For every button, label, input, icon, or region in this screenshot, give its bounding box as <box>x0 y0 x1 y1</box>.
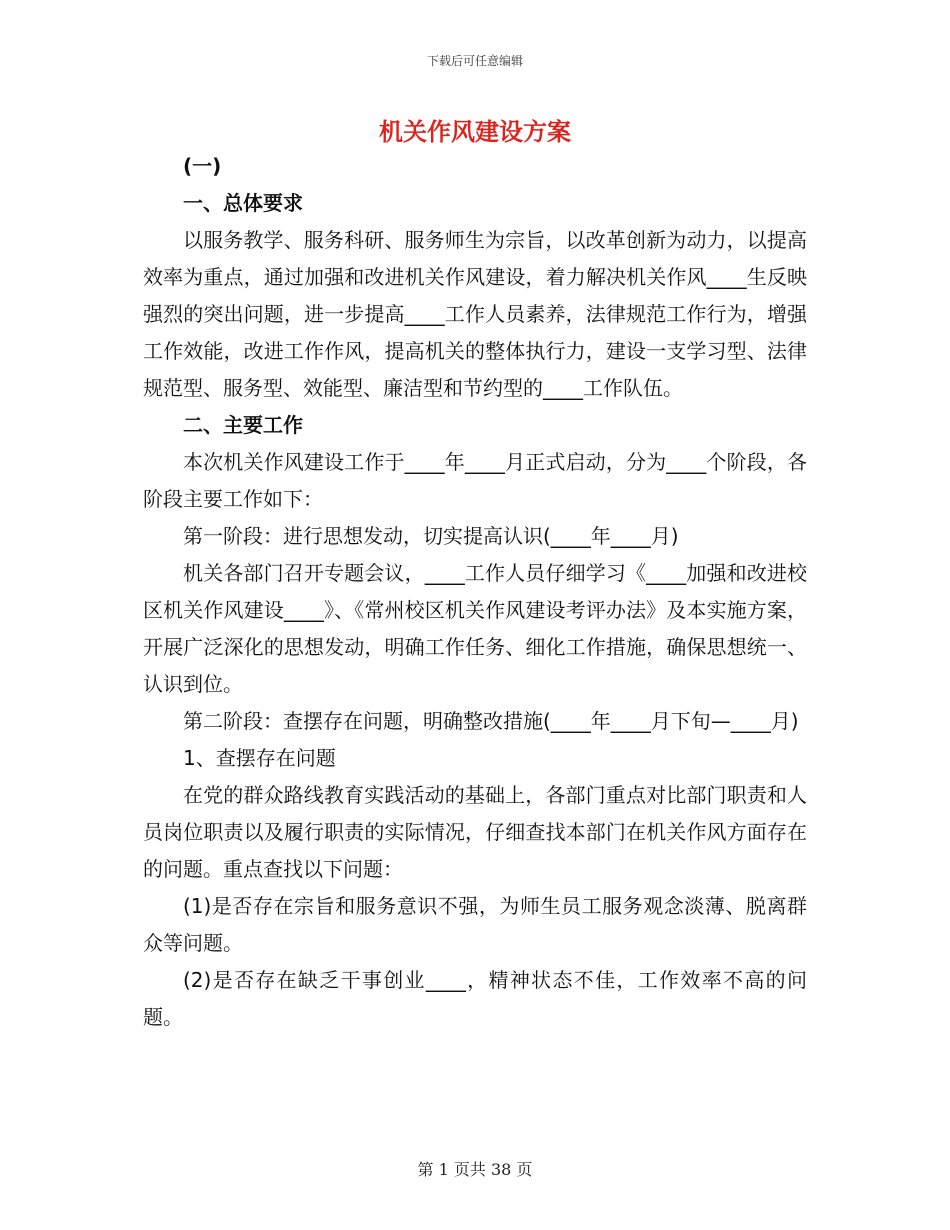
paragraph-find-problems-body: 在党的群众路线教育实践活动的基础上，各部门重点对比部门职责和人员岗位职责以及履行职责的实际情况，仔细查找本部门在机关作风方面存在的问题。重点查找以下问题： <box>143 783 807 881</box>
document-body <box>143 148 807 1036</box>
paragraph-item-1: (1)是否存在宗旨和服务意识不强，为师生员工服务观念淡薄、脱离群众等问题。 <box>143 894 807 955</box>
paragraph-item-2: (2)是否存在缺乏干事创业____，精神状态不佳，工作效率不高的问题。 <box>143 968 807 1029</box>
paragraph-general-requirements: 以服务教学、服务科研、服务师生为宗旨，以改革创新为动力，以提高效率为重点，通过加强和改进机关作风建设，着力解决机关作风____生反映强烈的突出问题，进一步提高____工作人员素养，法律规范工作行为，增强工作效能，改进工作作风，提高机关的整体执行力，建设一支学习型、法律规范型、服务型、效能型、廉洁型和节约型的____工作队伍。 <box>143 228 807 400</box>
section-heading-general-requirements: 一、总体要求 <box>183 191 303 215</box>
paragraph-stage-one-heading: 第一阶段：进行思想发动，切实提高认识(____年____月) <box>183 524 679 548</box>
page-footer: 第 1 页共 38 页 <box>417 1160 533 1179</box>
paragraph-main-work-intro: 本次机关作风建设工作于____年____月正式启动，分为____个阶段，各阶段主要工作如下： <box>143 450 807 511</box>
document-title: 机关作风建设方案 <box>379 118 571 146</box>
section-marker: (一) <box>183 154 222 178</box>
section-heading-main-work: 二、主要工作 <box>183 413 303 437</box>
page-header: 下载后可任意编辑 <box>426 54 523 68</box>
paragraph-find-problems-heading: 1、查摆存在问题 <box>183 746 336 770</box>
paragraph-stage-two-heading: 第二阶段：查摆存在问题，明确整改措施(____年____月下旬—____月) <box>183 709 799 733</box>
paragraph-stage-one-body: 机关各部门召开专题会议，____工作人员仔细学习《____加强和改进校区机关作风建设____》、《常州校区机关作风建设考评办法》及本实施方案，开展广泛深化的思想发动，明确工作任务、细化工作措施，确保思想统一、认识到位。 <box>143 561 807 696</box>
